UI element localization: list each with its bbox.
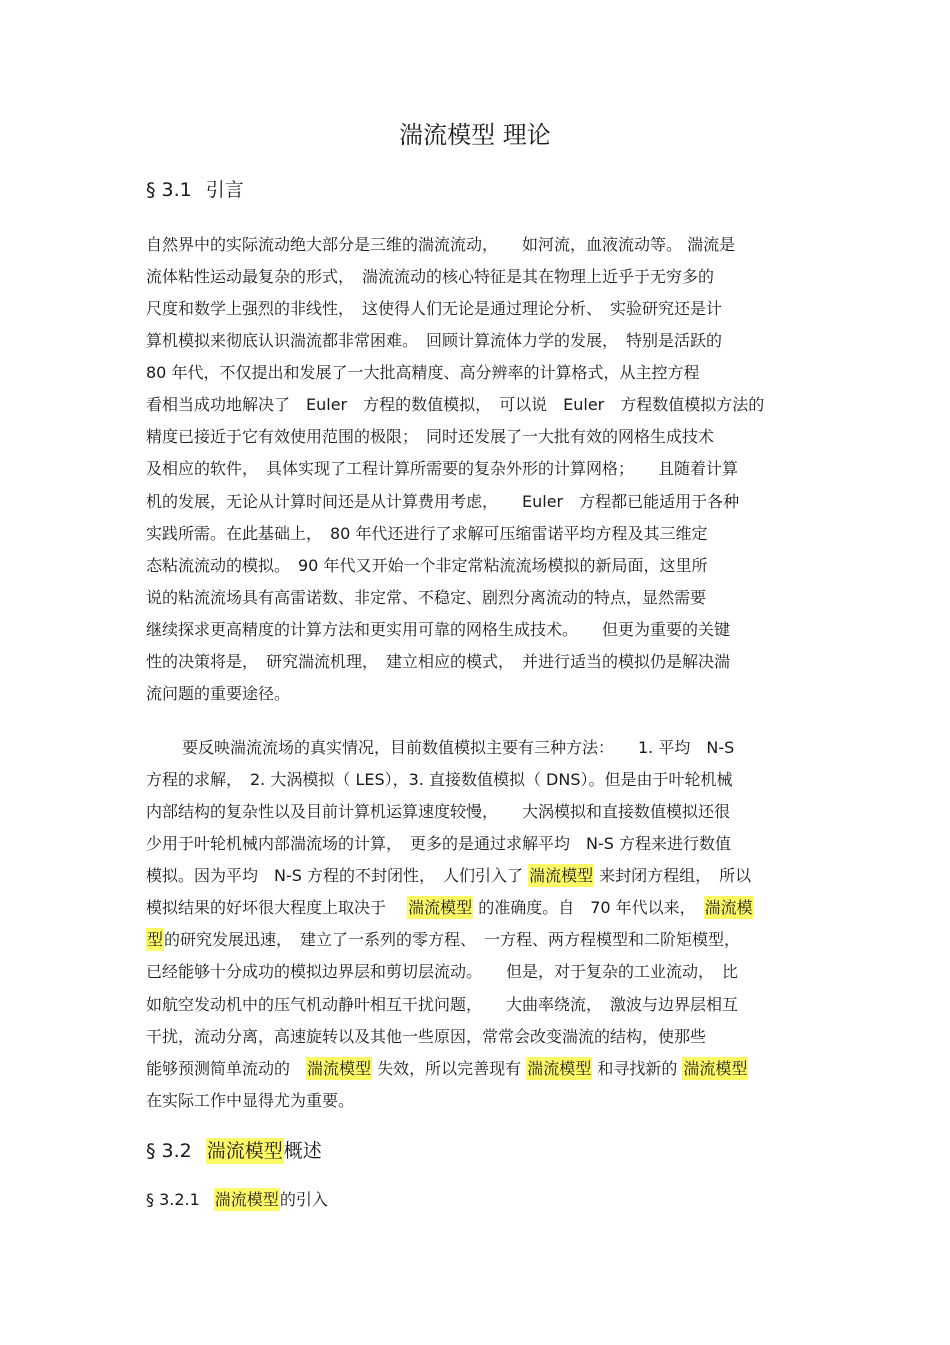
paragraph-line: 在实际工作中显得尤为重要。 bbox=[146, 1090, 355, 1110]
paragraph-line: 方程的求解， 2. 大涡模拟（ LES），3. 直接数值模拟（ DNS）。但是由于叶轮机械 bbox=[146, 770, 733, 790]
section-3-2-1-heading bbox=[146, 1188, 328, 1212]
paragraph-line bbox=[146, 924, 806, 956]
highlighted-term: 湍流模 bbox=[704, 898, 753, 918]
highlighted-term: 湍流模型 bbox=[529, 866, 594, 886]
section-3-1-heading bbox=[146, 176, 244, 204]
highlighted-term: 湍流模型 bbox=[527, 1058, 592, 1078]
text-run: 模拟。因为平均 N-S 方程的不封闭性， 人们引入了 bbox=[146, 866, 529, 886]
intro-paragraph bbox=[146, 229, 806, 710]
methods-paragraph bbox=[146, 732, 806, 1117]
paragraph-line: 看相当成功地解决了 Euler 方程的数值模拟， 可以说 Euler 方程数值模拟方法的 bbox=[146, 395, 765, 415]
paragraph-line: 尺度和数学上强烈的非线性， 这使得人们无论是通过理论分析、 实验研究还是计 bbox=[146, 299, 723, 319]
paragraph-line: 说的粘流流场具有高雷诺数、非定常、不稳定、剧烈分离流动的特点，显然需要 bbox=[146, 587, 707, 607]
section-number: § 3.2 bbox=[146, 1140, 192, 1162]
paragraph-line bbox=[146, 1053, 806, 1085]
text-run: 来封闭方程组， 所以 bbox=[594, 866, 752, 886]
paragraph-line bbox=[146, 860, 806, 892]
highlighted-term: 湍流模型 bbox=[683, 1058, 748, 1078]
section-label: 概述 bbox=[283, 1140, 322, 1162]
paragraph-line: 算机模拟来彻底认识湍流都非常困难。 回顾计算流体力学的发展， 特别是活跃的 bbox=[146, 331, 723, 351]
paragraph-line: 流体粘性运动最复杂的形式， 湍流流动的核心特征是其在物理上近乎于无穷多的 bbox=[146, 267, 715, 287]
highlighted-term: 湍流模型 bbox=[206, 1140, 283, 1162]
paragraph-line bbox=[146, 892, 806, 924]
paragraph-line: 态粘流流动的模拟。 90 年代又开始一个非定常粘流流场模拟的新局面，这里所 bbox=[146, 555, 708, 575]
section-label: 的引入 bbox=[279, 1190, 328, 1209]
text-run: 模拟结果的好坏很大程度上取决于 bbox=[146, 898, 408, 918]
document-title: 湍流模型 理论 bbox=[399, 121, 551, 149]
paragraph-line: 自然界中的实际流动绝大部分是三维的湍流流动， 如河流，血液流动等。 湍流是 bbox=[146, 235, 736, 254]
highlighted-term: 湍流模型 bbox=[214, 1190, 279, 1209]
section-3-2-heading bbox=[146, 1137, 322, 1165]
paragraph-line: 干扰，流动分离，高速旋转以及其他一些原因，常常会改变湍流的结构，使那些 bbox=[146, 1026, 707, 1046]
highlighted-term: 型 bbox=[147, 930, 164, 950]
section-number: § 3.1 bbox=[146, 179, 192, 201]
text-run: 能够预测简单流动的 bbox=[146, 1058, 307, 1078]
section-number: § 3.2.1 bbox=[146, 1190, 200, 1209]
section-label: 引言 bbox=[205, 179, 244, 201]
paragraph-line: 如航空发动机中的压气机动静叶相互干扰问题， 大曲率绕流， 激波与边界层相互 bbox=[146, 994, 739, 1014]
text-run: 失效，所以完善现有 bbox=[372, 1058, 527, 1078]
paragraph-line: 精度已接近于它有效使用范围的极限； 同时还发展了一大批有效的网格生成技术 bbox=[146, 427, 715, 447]
text-run: 的准确度。自 70 年代以来， bbox=[473, 898, 704, 918]
paragraph-line: 要反映湍流流场的真实情况，目前数值模拟主要有三种方法： 1. 平均 N-S bbox=[182, 738, 735, 757]
highlighted-term: 湍流模型 bbox=[307, 1058, 372, 1078]
paragraph-line: 继续探求更高精度的计算方法和更实用可靠的网格生成技术。 但更为重要的关键 bbox=[146, 619, 731, 639]
highlighted-term: 湍流模型 bbox=[408, 898, 473, 918]
paragraph-line: 80 年代，不仅提出和发展了一大批高精度、高分辨率的计算格式，从主控方程 bbox=[146, 363, 700, 383]
paragraph-line: 流问题的重要途径。 bbox=[146, 683, 291, 703]
paragraph-line: 及相应的软件， 具体实现了工程计算所需要的复杂外形的计算网格； 且随着计算 bbox=[146, 459, 739, 479]
paragraph-line: 已经能够十分成功的模拟边界层和剪切层流动。 但是，对于复杂的工业流动， 比 bbox=[146, 962, 739, 982]
paragraph-line: 性的决策将是， 研究湍流机理， 建立相应的模式， 并进行适当的模拟仍是解决湍 bbox=[146, 651, 731, 671]
paragraph-line: 少用于叶轮机械内部湍流场的计算， 更多的是通过求解平均 N-S 方程来进行数值 bbox=[146, 834, 731, 854]
paragraph-line: 内部结构的复杂性以及目前计算机运算速度较慢， 大涡模拟和直接数值模拟还很 bbox=[146, 802, 731, 822]
text-run: 和寻找新的 bbox=[592, 1058, 683, 1078]
paragraph-line: 机的发展，无论从计算时间还是从计算费用考虑， Euler 方程都已能适用于各种 bbox=[146, 491, 740, 511]
text-run: 的研究发展迅速， 建立了一系列的零方程、 一方程、两方程模型和二阶矩模型， bbox=[164, 930, 741, 950]
paragraph-line: 实践所需。在此基础上， 80 年代还进行了求解可压缩雷诺平均方程及其三维定 bbox=[146, 523, 708, 543]
